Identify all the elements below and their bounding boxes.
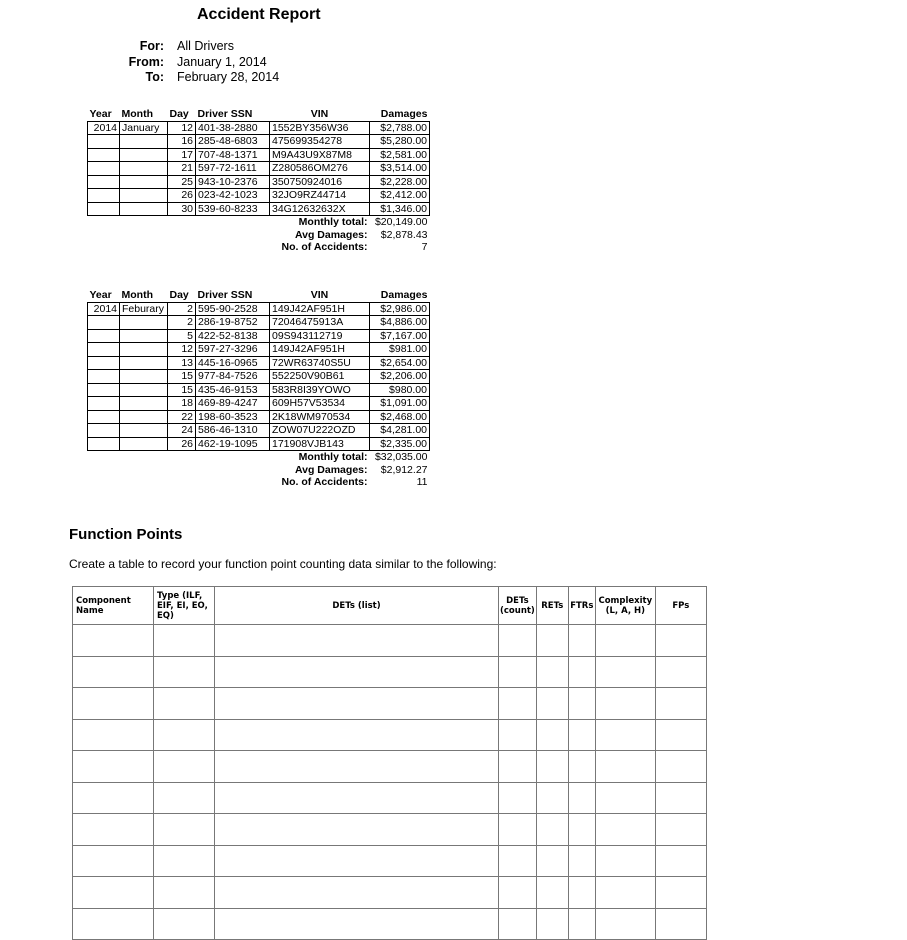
accident-column-header: Month	[121, 108, 153, 120]
function-points-title: Function Points	[69, 526, 183, 543]
function-point-cell	[215, 688, 499, 720]
damages-cell: $3,514.00	[370, 162, 430, 176]
summary-label: Monthly total:	[298, 451, 368, 463]
function-point-cell	[655, 625, 706, 657]
vin-cell: 350750924016	[270, 175, 370, 189]
function-point-row	[73, 782, 707, 814]
function-point-cell	[655, 719, 706, 751]
driver-ssn-cell: 445-16-0965	[196, 356, 270, 370]
day-cell: 2	[168, 302, 196, 316]
vin-cell: 171908VJB143	[270, 437, 370, 451]
function-point-cell	[595, 625, 655, 657]
function-point-cell	[536, 814, 568, 846]
driver-ssn-cell: 401-38-2880	[196, 121, 270, 135]
function-point-row	[73, 845, 707, 877]
accident-row	[88, 437, 430, 451]
function-point-row	[73, 688, 707, 720]
year-cell	[88, 162, 120, 176]
function-point-cell	[215, 625, 499, 657]
driver-ssn-cell: 597-72-1611	[196, 162, 270, 176]
function-point-row	[73, 908, 707, 940]
function-point-cell	[154, 782, 215, 814]
accident-column-header: Day	[169, 289, 189, 301]
driver-ssn-cell: 462-19-1095	[196, 437, 270, 451]
year-cell	[88, 356, 120, 370]
month-cell	[120, 356, 168, 370]
accident-column-header: Year	[89, 289, 112, 301]
year-cell	[88, 316, 120, 330]
day-cell: 26	[168, 189, 196, 203]
function-point-cell	[655, 845, 706, 877]
column-header-dets-count: DETs (count)	[499, 587, 537, 625]
accident-row	[88, 424, 430, 438]
day-cell: 15	[168, 383, 196, 397]
function-point-cell	[568, 908, 595, 940]
function-point-cell	[499, 908, 537, 940]
function-point-cell	[655, 814, 706, 846]
accident-table-january	[87, 108, 430, 254]
accident-row	[88, 162, 430, 176]
year-cell: 2014	[88, 121, 120, 135]
report-meta	[100, 39, 279, 86]
function-point-cell	[655, 877, 706, 909]
function-point-cell	[536, 908, 568, 940]
vin-cell: 72WR63740S5U	[270, 356, 370, 370]
meta-value: January 1, 2014	[177, 54, 267, 69]
function-point-cell	[499, 656, 537, 688]
function-point-cell	[568, 845, 595, 877]
day-cell: 18	[168, 397, 196, 411]
function-point-cell	[73, 814, 154, 846]
driver-ssn-cell: 707-48-1371	[196, 148, 270, 162]
summary-row	[88, 241, 430, 254]
function-point-row	[73, 656, 707, 688]
month-cell	[120, 329, 168, 343]
function-point-cell	[568, 656, 595, 688]
function-point-cell	[499, 719, 537, 751]
function-point-cell	[215, 751, 499, 783]
accident-column-header: Driver SSN	[197, 108, 253, 120]
driver-ssn-cell: 286-19-8752	[196, 316, 270, 330]
month-cell	[120, 410, 168, 424]
function-point-cell	[73, 845, 154, 877]
year-cell	[88, 343, 120, 357]
vin-cell: 149J42AF951H	[270, 302, 370, 316]
function-point-cell	[73, 751, 154, 783]
driver-ssn-cell: 435-46-9153	[196, 383, 270, 397]
summary-label: Avg Damages:	[294, 228, 368, 241]
function-point-cell	[215, 877, 499, 909]
accident-row	[88, 316, 430, 330]
function-point-cell	[215, 719, 499, 751]
accident-row	[88, 175, 430, 189]
accident-row	[88, 121, 430, 135]
function-point-cell	[655, 782, 706, 814]
function-point-cell	[595, 877, 655, 909]
year-cell	[88, 383, 120, 397]
function-point-row	[73, 814, 707, 846]
function-point-row	[73, 877, 707, 909]
function-point-cell	[499, 845, 537, 877]
meta-value: February 28, 2014	[177, 70, 280, 84]
summary-value: 7	[421, 241, 428, 253]
function-point-cell	[655, 751, 706, 783]
accident-row	[88, 343, 430, 357]
function-point-cell	[154, 719, 215, 751]
accident-column-header: Year	[89, 108, 112, 120]
function-point-row	[73, 751, 707, 783]
function-point-cell	[73, 719, 154, 751]
column-header-dets-list: DETs (list)	[215, 587, 499, 625]
driver-ssn-cell: 023-42-1023	[196, 189, 270, 203]
year-cell	[88, 135, 120, 149]
function-point-cell	[655, 908, 706, 940]
accident-column-header: VIN	[310, 108, 329, 120]
function-point-cell	[73, 877, 154, 909]
day-cell: 26	[168, 437, 196, 451]
function-point-cell	[499, 877, 537, 909]
report-title: Accident Report	[197, 6, 321, 23]
function-point-cell	[536, 625, 568, 657]
column-header-complexity: Complexity (L, A, H)	[595, 587, 655, 625]
year-cell	[88, 370, 120, 384]
day-cell: 5	[168, 329, 196, 343]
driver-ssn-cell: 539-60-8233	[196, 202, 270, 216]
day-cell: 24	[168, 424, 196, 438]
function-point-cell	[568, 877, 595, 909]
function-point-cell	[215, 908, 499, 940]
accident-row	[88, 356, 430, 370]
function-point-cell	[568, 719, 595, 751]
summary-label: Avg Damages:	[294, 463, 368, 476]
damages-cell: $2,468.00	[370, 410, 430, 424]
damages-cell: $2,581.00	[370, 148, 430, 162]
year-cell	[88, 202, 120, 216]
function-point-cell	[154, 688, 215, 720]
damages-cell: $980.00	[370, 383, 430, 397]
function-point-cell	[154, 877, 215, 909]
month-cell	[120, 343, 168, 357]
month-cell: January	[120, 121, 168, 135]
meta-label: To:	[145, 70, 164, 84]
function-point-cell	[655, 656, 706, 688]
day-cell: 15	[168, 370, 196, 384]
function-point-cell	[595, 719, 655, 751]
function-point-cell	[536, 656, 568, 688]
day-cell: 25	[168, 175, 196, 189]
function-point-cell	[215, 782, 499, 814]
function-points-instructions: Create a table to record your function point counting data similar to the following:	[69, 557, 497, 571]
function-point-cell	[595, 656, 655, 688]
accident-row	[88, 135, 430, 149]
function-point-cell	[595, 814, 655, 846]
accident-row	[88, 383, 430, 397]
function-point-cell	[154, 751, 215, 783]
summary-value: $32,035.00	[374, 451, 428, 463]
day-cell: 12	[168, 121, 196, 135]
year-cell	[88, 175, 120, 189]
function-point-cell	[154, 625, 215, 657]
summary-value: $20,149.00	[374, 216, 428, 228]
vin-cell: 72046475913A	[270, 316, 370, 330]
driver-ssn-cell: 943-10-2376	[196, 175, 270, 189]
summary-value: $2,878.43	[380, 228, 428, 241]
function-point-cell	[499, 688, 537, 720]
driver-ssn-cell: 586-46-1310	[196, 424, 270, 438]
summary-row	[88, 451, 430, 464]
damages-cell: $981.00	[370, 343, 430, 357]
function-point-cell	[568, 782, 595, 814]
damages-cell: $2,206.00	[370, 370, 430, 384]
accident-header-row	[88, 108, 430, 121]
damages-cell: $7,167.00	[370, 329, 430, 343]
summary-row	[88, 476, 430, 489]
function-point-cell	[595, 908, 655, 940]
month-cell	[120, 316, 168, 330]
function-point-cell	[499, 751, 537, 783]
driver-ssn-cell: 285-48-6803	[196, 135, 270, 149]
driver-ssn-cell: 198-60-3523	[196, 410, 270, 424]
month-cell	[120, 437, 168, 451]
meta-row-from	[100, 55, 279, 71]
vin-cell: 32JO9RZ44714	[270, 189, 370, 203]
damages-cell: $4,281.00	[370, 424, 430, 438]
meta-row-to	[100, 70, 279, 86]
function-point-cell	[499, 814, 537, 846]
function-point-cell	[568, 751, 595, 783]
function-point-cell	[154, 908, 215, 940]
day-cell: 21	[168, 162, 196, 176]
column-header-ftrs: FTRs	[568, 587, 595, 625]
function-point-cell	[568, 625, 595, 657]
summary-row	[88, 216, 430, 229]
year-cell: 2014	[88, 302, 120, 316]
function-point-cell	[536, 845, 568, 877]
month-cell	[120, 189, 168, 203]
vin-cell: 34G12632632X	[270, 202, 370, 216]
accident-row	[88, 148, 430, 162]
column-header-fps: FPs	[655, 587, 706, 625]
damages-cell: $2,335.00	[370, 437, 430, 451]
vin-cell: 09S943112719	[270, 329, 370, 343]
month-cell	[120, 162, 168, 176]
vin-cell: 583R8I39YOWO	[270, 383, 370, 397]
accident-row	[88, 410, 430, 424]
accident-header-row	[88, 289, 430, 302]
meta-value: All Drivers	[177, 39, 234, 53]
damages-cell: $4,886.00	[370, 316, 430, 330]
damages-cell: $2,228.00	[370, 175, 430, 189]
vin-cell: Z280586OM276	[270, 162, 370, 176]
accident-column-header: VIN	[310, 289, 329, 301]
month-cell	[120, 383, 168, 397]
function-point-cell	[73, 656, 154, 688]
vin-cell: 475699354278	[270, 135, 370, 149]
function-point-cell	[595, 845, 655, 877]
day-cell: 13	[168, 356, 196, 370]
function-point-cell	[595, 782, 655, 814]
damages-cell: $1,091.00	[370, 397, 430, 411]
month-cell	[120, 397, 168, 411]
vin-cell: 552250V90B61	[270, 370, 370, 384]
month-cell	[120, 175, 168, 189]
column-header-rets: RETs	[536, 587, 568, 625]
vin-cell: 149J42AF951H	[270, 343, 370, 357]
day-cell: 17	[168, 148, 196, 162]
function-point-cell	[73, 908, 154, 940]
month-cell	[120, 424, 168, 438]
year-cell	[88, 397, 120, 411]
column-header-type: Type (ILF, EIF, EI, EO, EQ)	[154, 587, 215, 625]
function-point-header-row	[73, 587, 707, 625]
function-point-cell	[215, 845, 499, 877]
summary-label: No. of Accidents:	[281, 476, 368, 488]
month-cell	[120, 135, 168, 149]
meta-row-for	[100, 39, 279, 55]
summary-value: $2,912.27	[380, 463, 428, 476]
year-cell	[88, 329, 120, 343]
day-cell: 22	[168, 410, 196, 424]
driver-ssn-cell: 595-90-2528	[196, 302, 270, 316]
damages-cell: $2,654.00	[370, 356, 430, 370]
vin-cell: 1552BY356W36	[270, 121, 370, 135]
accident-column-header: Day	[169, 108, 189, 120]
damages-cell: $2,986.00	[370, 302, 430, 316]
function-point-cell	[595, 688, 655, 720]
month-cell	[120, 202, 168, 216]
function-point-cell	[655, 688, 706, 720]
summary-value: 11	[416, 476, 428, 488]
year-cell	[88, 437, 120, 451]
damages-cell: $2,412.00	[370, 189, 430, 203]
vin-cell: 2K18WM970534	[270, 410, 370, 424]
function-point-cell	[154, 845, 215, 877]
year-cell	[88, 410, 120, 424]
function-point-cell	[568, 814, 595, 846]
function-point-cell	[499, 625, 537, 657]
accident-row	[88, 202, 430, 216]
function-point-cell	[568, 688, 595, 720]
accident-column-header: Damages	[380, 289, 428, 301]
function-point-cell	[536, 877, 568, 909]
driver-ssn-cell: 422-52-8138	[196, 329, 270, 343]
driver-ssn-cell: 977-84-7526	[196, 370, 270, 384]
day-cell: 30	[168, 202, 196, 216]
accident-row	[88, 329, 430, 343]
accident-column-header: Damages	[380, 108, 428, 120]
accident-table-february	[87, 289, 430, 489]
accident-row	[88, 397, 430, 411]
function-point-cell	[536, 751, 568, 783]
accident-row	[88, 370, 430, 384]
vin-cell: M9A43U9X87M8	[270, 148, 370, 162]
year-cell	[88, 189, 120, 203]
function-point-cell	[499, 782, 537, 814]
damages-cell: $1,346.00	[370, 202, 430, 216]
function-point-cell	[73, 782, 154, 814]
function-point-cell	[73, 688, 154, 720]
function-point-cell	[536, 688, 568, 720]
summary-row	[88, 464, 430, 477]
function-point-cell	[215, 814, 499, 846]
meta-label: For:	[139, 39, 164, 53]
accident-column-header: Driver SSN	[197, 289, 253, 301]
year-cell	[88, 424, 120, 438]
function-point-cell	[595, 751, 655, 783]
function-point-row	[73, 719, 707, 751]
function-point-table	[72, 586, 707, 940]
function-point-cell	[536, 719, 568, 751]
summary-label: Monthly total:	[298, 216, 368, 228]
accident-column-header: Month	[121, 289, 153, 301]
summary-label: No. of Accidents:	[281, 241, 368, 253]
function-point-cell	[154, 814, 215, 846]
function-point-cell	[215, 656, 499, 688]
day-cell: 12	[168, 343, 196, 357]
column-header-component-name: Component Name	[73, 587, 154, 625]
month-cell: Feburary	[120, 302, 168, 316]
day-cell: 16	[168, 135, 196, 149]
summary-row	[88, 229, 430, 242]
day-cell: 2	[168, 316, 196, 330]
year-cell	[88, 148, 120, 162]
accident-row	[88, 302, 430, 316]
month-cell	[120, 148, 168, 162]
function-point-cell	[73, 625, 154, 657]
driver-ssn-cell: 469-89-4247	[196, 397, 270, 411]
vin-cell: 609H57V53534	[270, 397, 370, 411]
function-point-cell	[536, 782, 568, 814]
vin-cell: ZOW07U222OZD	[270, 424, 370, 438]
damages-cell: $2,788.00	[370, 121, 430, 135]
damages-cell: $5,280.00	[370, 135, 430, 149]
driver-ssn-cell: 597-27-3296	[196, 343, 270, 357]
meta-label: From:	[128, 54, 164, 69]
function-point-cell	[154, 656, 215, 688]
function-point-row	[73, 625, 707, 657]
month-cell	[120, 370, 168, 384]
accident-row	[88, 189, 430, 203]
